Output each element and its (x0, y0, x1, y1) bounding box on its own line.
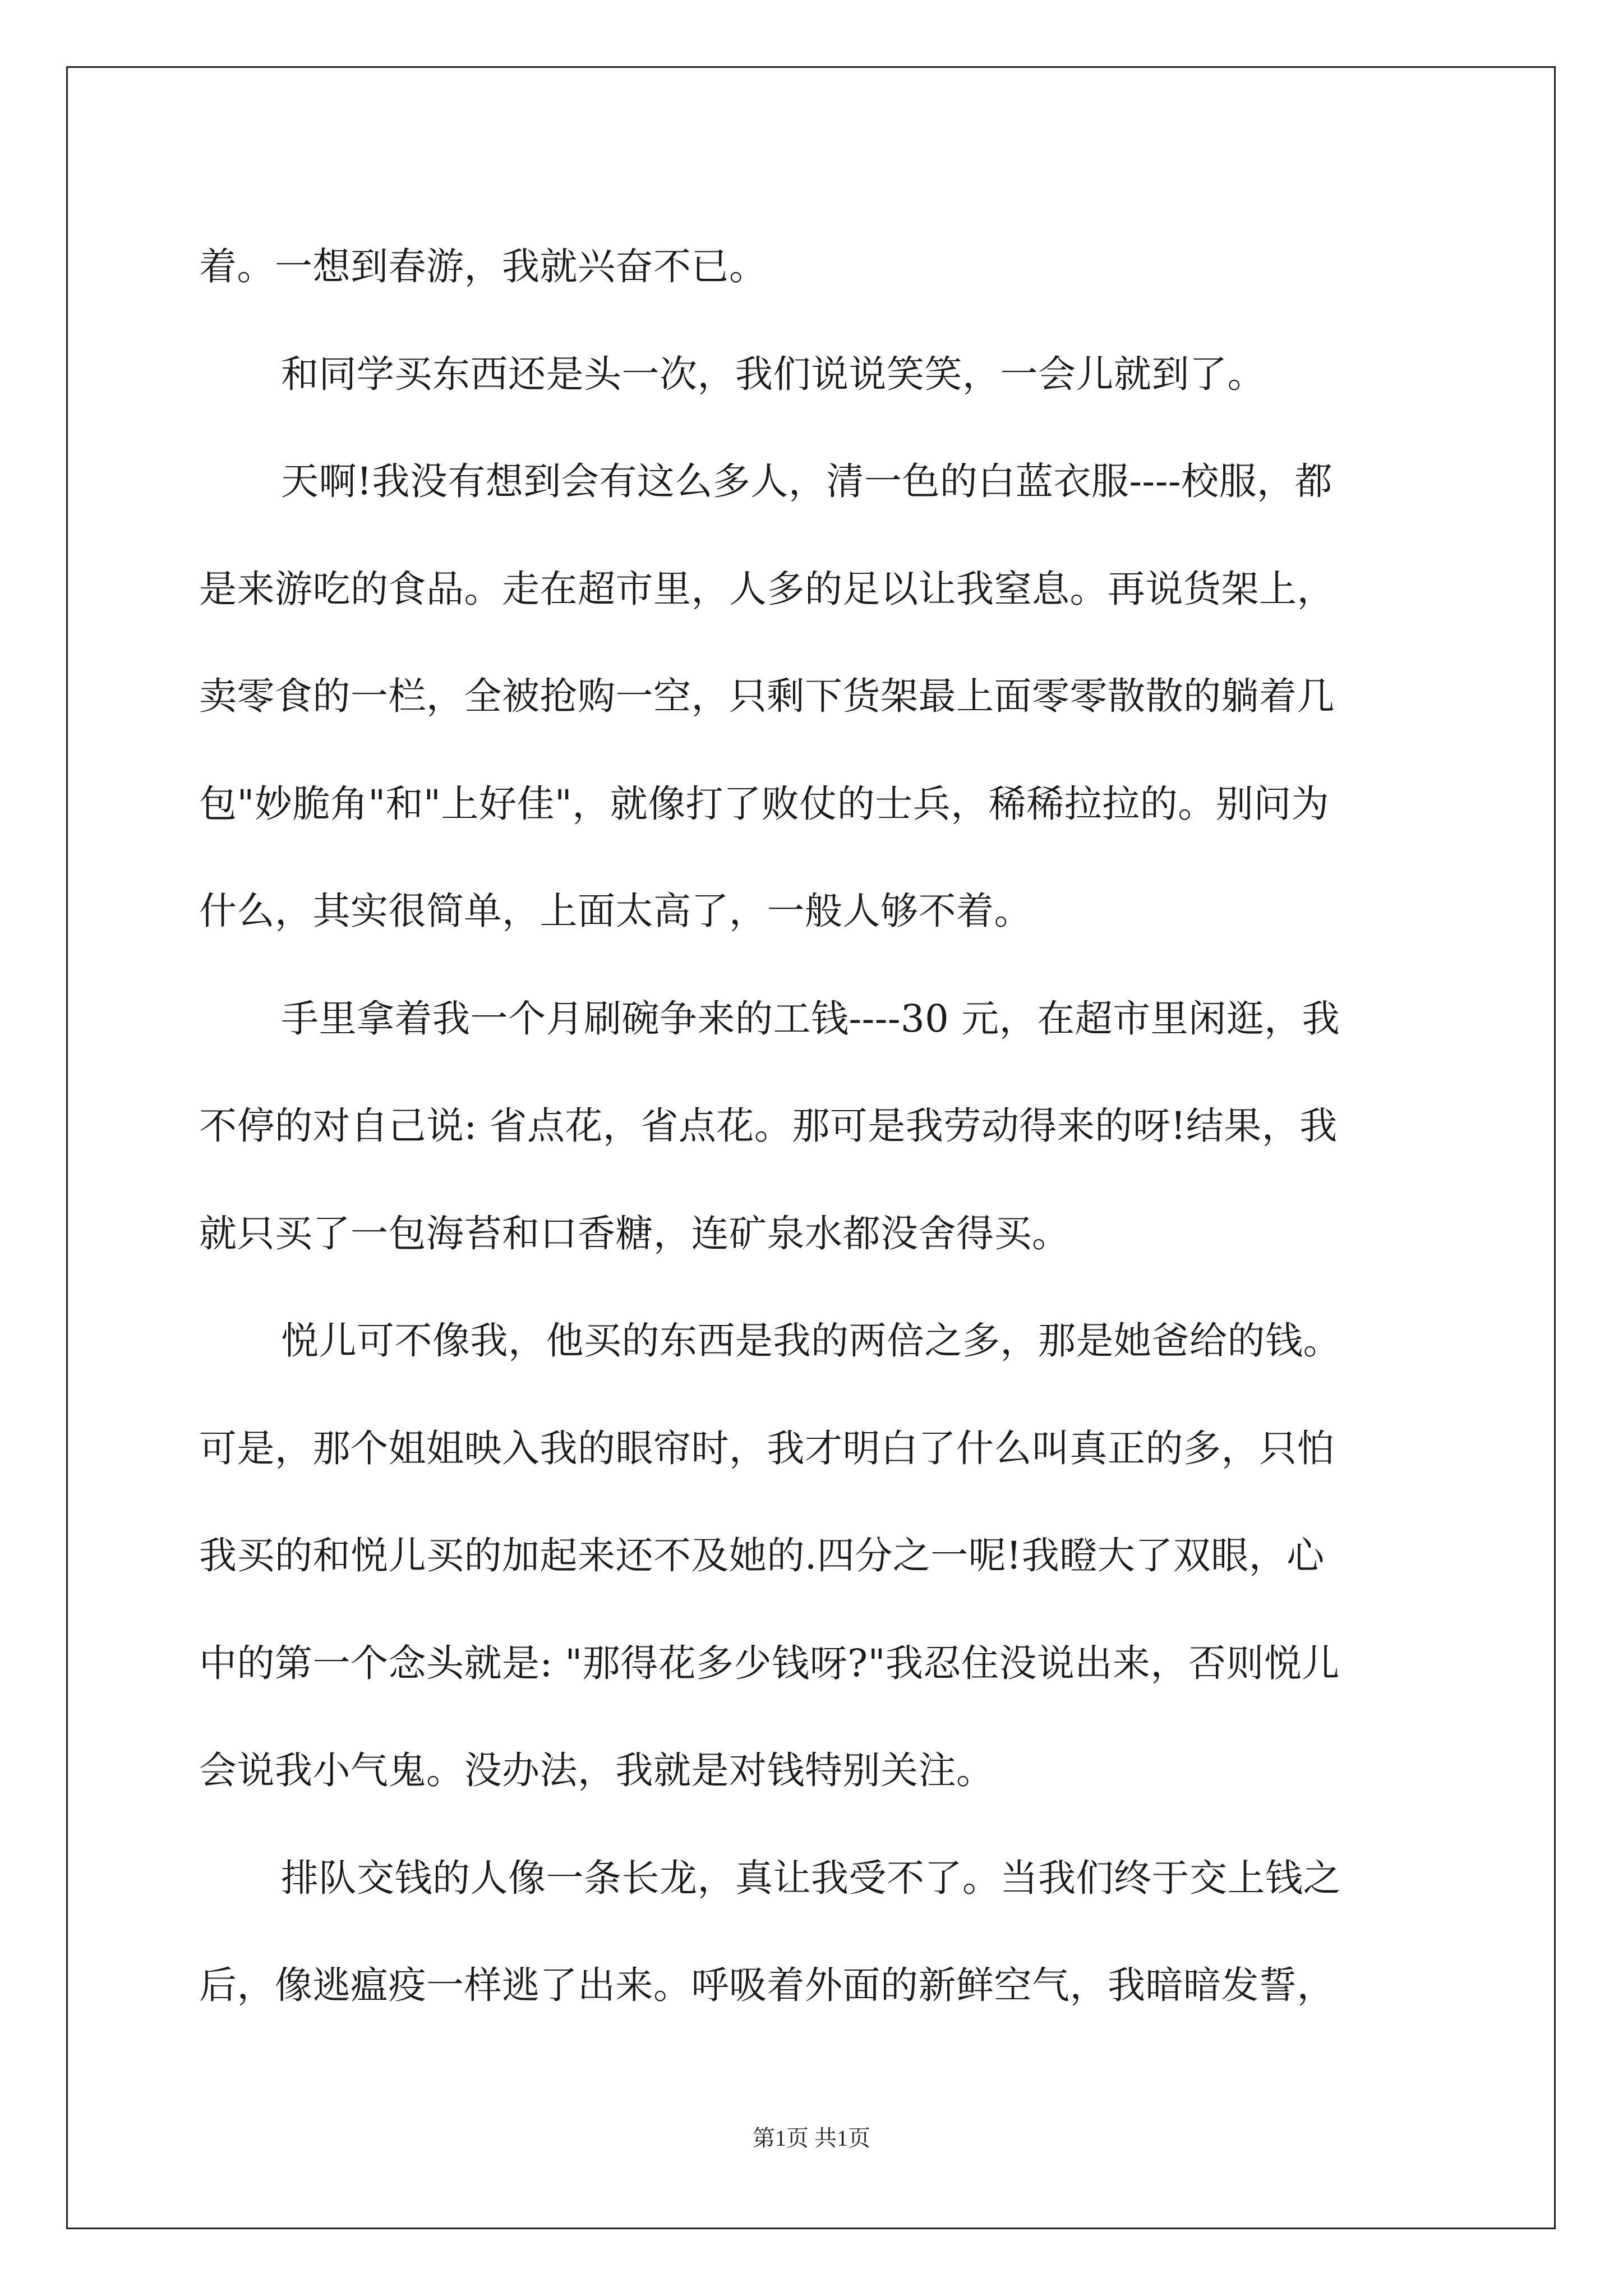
text-line: 不停的对自己说: 省点花，省点花。那可是我劳动得来的呀!结果，我 (199, 1104, 1338, 1148)
text-line: 悦儿可不像我，他买的东西是我的两倍之多，那是她爸给的钱。 (281, 1319, 1341, 1363)
text-line: 卖零食的一栏，全被抢购一空，只剩下货架最上面零零散散的躺着几 (199, 674, 1335, 718)
text-line: 手里拿着我一个月刷碗争来的工钱----30 元，在超市里闲逛，我 (281, 996, 1340, 1041)
document-body (199, 213, 1427, 2040)
text-line: 排队交钱的人像一条长龙，真让我受不了。当我们终于交上钱之 (281, 1856, 1341, 1900)
text-line: 和同学买东西还是头一次，我们说说笑笑，一会儿就到了。 (281, 352, 1265, 396)
text-line: 着。一想到春游，我就兴奋不已。 (199, 245, 767, 288)
text-line: 是来游吃的食品。走在超市里，人多的足以让我窒息。再说货架上， (199, 567, 1335, 611)
text-line: 会说我小气鬼。没办法，我就是对钱特别关注。 (199, 1749, 994, 1792)
text-line: 可是，那个姐姐映入我的眼帘时，我才明白了什么叫真正的多，只怕 (199, 1426, 1335, 1470)
text-line: 我买的和悦儿买的加起来还不及她的.四分之一呢!我瞪大了双眼，心 (199, 1534, 1325, 1577)
text-line: 包"妙脆角"和"上好佳"，就像打了败仗的士兵，稀稀拉拉的。别问为 (199, 781, 1330, 826)
text-line: 天啊!我没有想到会有这么多人，清一色的白蓝衣服----校服，都 (281, 459, 1332, 503)
text-line: 中的第一个念头就是: "那得花多少钱呀?"我忍住没说出来，否则悦儿 (199, 1641, 1340, 1685)
text-line: 就只买了一包海苔和口香糖，连矿泉水都没舍得买。 (199, 1211, 1070, 1255)
page-number-footer: 第1页 共1页 (753, 2125, 870, 2151)
text-line: 什么，其实很简单，上面太高了，一般人够不着。 (199, 889, 1032, 933)
text-line: 后，像逃瘟疫一样逃了出来。呼吸着外面的新鲜空气，我暗暗发誓， (199, 1963, 1335, 2007)
